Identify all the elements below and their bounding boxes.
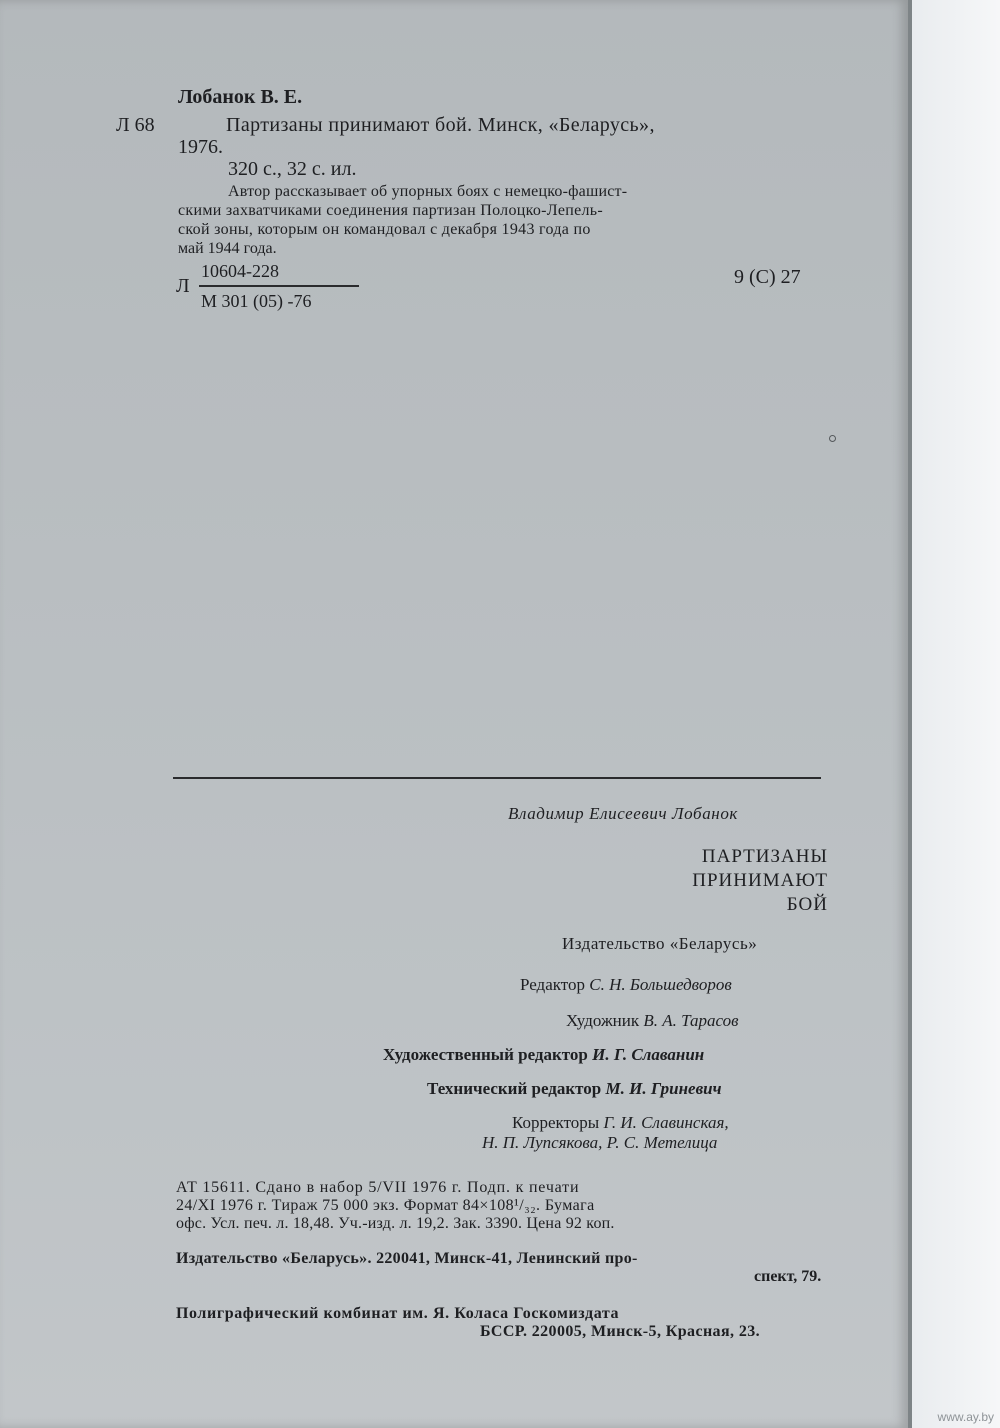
paper-speck [829, 435, 836, 442]
tech-editor-name: М. И. Гриневич [605, 1079, 722, 1098]
card-classification: 9 (С) 27 [734, 266, 801, 288]
card-formula-fraction-line [199, 285, 359, 287]
card-index: Л 68 [116, 114, 155, 136]
printer-line: Полиграфический комбинат им. Я. Коласа Госкомиздата [176, 1305, 620, 1322]
imprint-tech-editor [427, 1080, 722, 1097]
imprint-artist [566, 1012, 739, 1029]
card-pages: 320 с., 32 с. ил. [228, 158, 357, 180]
card-annotation-line: ской зоны, которым он командовал с декабря 1943 года по [178, 221, 591, 238]
art-editor-label: Художественный редактор [383, 1045, 588, 1064]
card-formula-numerator: 10604-228 [201, 261, 279, 281]
card-annotation-line: Автор рассказывает об упорных боях с немецко-фашист- [228, 183, 628, 200]
print-data-line: 24/XI 1976 г. Тираж 75 000 экз. Формат 84×108¹/₃₂. Бумага [176, 1197, 595, 1214]
tech-editor-label: Технический редактор [427, 1079, 602, 1098]
publisher-address-line: спект, 79. [754, 1268, 822, 1285]
card-author: Лобанок В. Е. [178, 86, 303, 108]
print-data-line: АТ 15611. Сдано в набор 5/VII 1976 г. Подп. к печати [176, 1179, 580, 1196]
artist-name: В. А. Тарасов [643, 1011, 739, 1030]
print-data-line: офс. Усл. печ. л. 18,48. Уч.-изд. л. 19,2. Зак. 3390. Цена 92 коп. [176, 1215, 615, 1232]
artist-label: Художник [566, 1011, 640, 1030]
printer-line: БССР. 220005, Минск-5, Красная, 23. [480, 1323, 761, 1340]
card-annotation-line: скими захватчиками соединения партизан Полоцко-Лепель- [178, 202, 604, 219]
proofreaders-line1: Г. И. Славинская, [603, 1113, 729, 1132]
imprint-proofreaders [512, 1114, 729, 1131]
card-formula-letter: Л [176, 275, 190, 297]
editor-name: С. Н. Большедворов [589, 975, 732, 994]
card-title-line2: 1976. [178, 136, 223, 158]
proofreaders-label: Корректоры [512, 1113, 600, 1132]
imprint-publisher: Издательство «Беларусь» [562, 934, 758, 953]
imprint-title-line: ПАРТИЗАНЫ [701, 846, 828, 867]
section-divider [173, 777, 821, 779]
card-formula-denominator: М 301 (05) -76 [201, 291, 312, 311]
proofreaders-line2: Н. П. Лупсякова, Р. С. Метелица [482, 1133, 718, 1152]
art-editor-name: И. Г. Славанин [592, 1045, 705, 1064]
imprint-title-line: ПРИНИМАЮТ [692, 870, 828, 891]
background-surface [912, 0, 1000, 1428]
imprint-title-line: БОЙ [786, 894, 828, 915]
card-title-line1: Партизаны принимают бой. Минск, «Беларусь», [226, 114, 655, 136]
imprint-editor [520, 976, 732, 993]
editor-label: Редактор [520, 975, 585, 994]
imprint-author-full: Владимир Елисеевич Лобанок [508, 804, 738, 823]
card-annotation-line: май 1944 года. [178, 240, 277, 257]
watermark: www.ay.by [937, 1410, 994, 1424]
publisher-address-line: Издательство «Беларусь». 220041, Минск-41, Ленинский про- [176, 1250, 638, 1267]
imprint-art-editor [383, 1046, 704, 1063]
